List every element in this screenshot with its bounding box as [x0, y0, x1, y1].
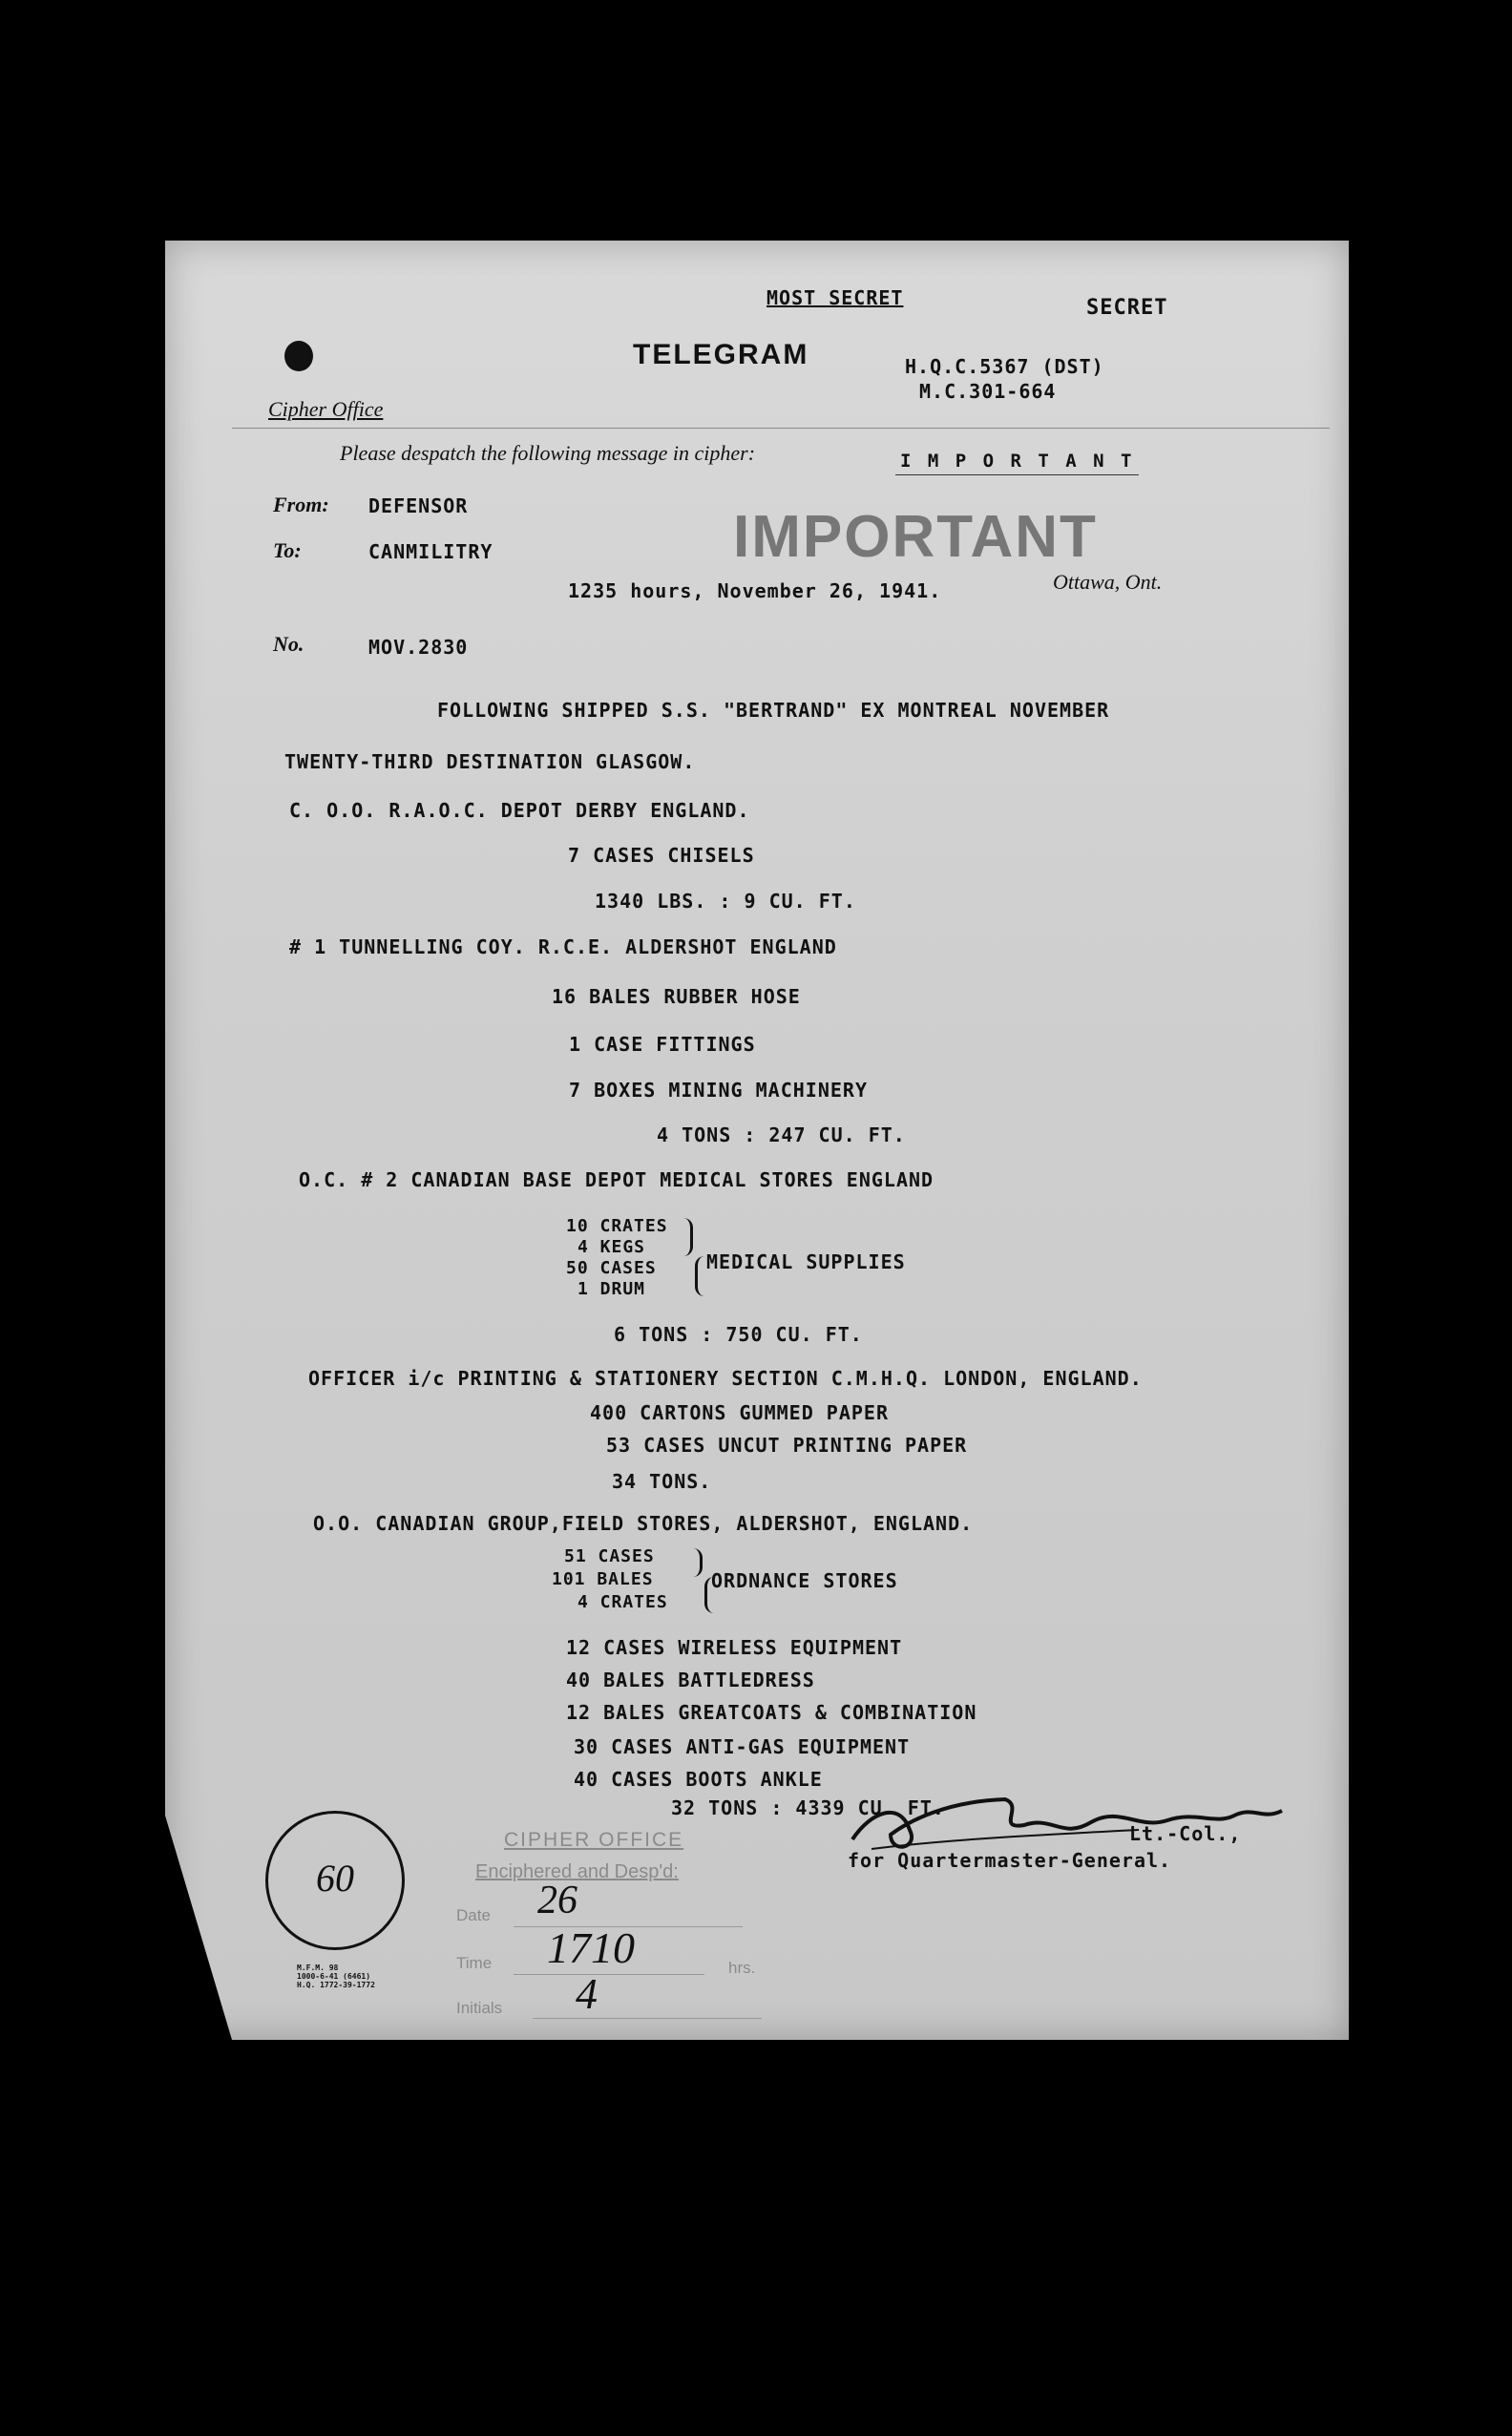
important-typed: I M P O R T A N T: [900, 451, 1135, 472]
ink-blot: [284, 341, 313, 371]
signature: [833, 1782, 1425, 1858]
body-line: 40 CASES BOOTS ANKLE: [574, 1768, 823, 1791]
medical-item: 4 KEGS: [578, 1237, 646, 1257]
from-label: From:: [273, 493, 329, 516]
number-label: No.: [273, 632, 304, 656]
body-line: 7 BOXES MINING MACHINERY: [569, 1079, 868, 1102]
body-line: FOLLOWING SHIPPED S.S. "BERTRAND" EX MONTREAL NOVEMBER: [437, 699, 1110, 722]
initials-label: Initials: [456, 1999, 503, 2017]
body-line: 16 BALES RUBBER HOSE: [552, 985, 801, 1008]
folio-stamp: [265, 1811, 405, 1950]
body-line: 53 CASES UNCUT PRINTING PAPER: [606, 1434, 968, 1457]
initials-line: [533, 2018, 762, 2019]
reference-1: H.Q.C.5367 (DST): [905, 355, 1104, 378]
medical-label: MEDICAL SUPPLIES: [706, 1250, 906, 1273]
body-line: O.O. CANADIAN GROUP,FIELD STORES, ALDERSHOT, ENGLAND.: [313, 1512, 974, 1535]
cipher-office-box: CIPHER OFFICE: [504, 1829, 684, 1851]
medical-item: 1 DRUM: [578, 1279, 646, 1299]
body-line: 30 CASES ANTI-GAS EQUIPMENT: [574, 1735, 911, 1758]
ordnance-item: 51 CASES: [564, 1546, 655, 1566]
despatch-note: Please despatch the following message in cipher:: [340, 441, 756, 465]
body-line: 6 TONS : 750 CU. FT.: [614, 1323, 863, 1346]
body-line: 7 CASES CHISELS: [568, 844, 755, 867]
from-value: DEFENSOR: [368, 494, 469, 517]
place: Ottawa, Ont.: [1053, 570, 1163, 594]
important-underline: [895, 474, 1139, 475]
body-line: 32 TONS : 4339 CU. FT.: [671, 1796, 945, 1819]
body-line: 4 TONS : 247 CU. FT.: [657, 1124, 906, 1146]
time-line: [514, 1974, 704, 1975]
body-line: 1340 LBS. : 9 CU. FT.: [595, 890, 856, 913]
time-label: Time: [456, 1954, 493, 1972]
folio-number: 60: [316, 1857, 354, 1900]
body-line: 1 CASE FITTINGS: [569, 1033, 756, 1056]
telegram-page: [165, 241, 1349, 2040]
initials-value: 4: [576, 1969, 598, 2018]
brace: [681, 1218, 693, 1256]
hrs-label: hrs.: [728, 1959, 756, 1977]
secret-label: SECRET: [1086, 296, 1168, 320]
time-value: 1710: [547, 1923, 635, 1972]
date-label: Date: [456, 1906, 491, 1924]
body-line: 34 TONS.: [612, 1470, 712, 1493]
body-line: 12 CASES WIRELESS EQUIPMENT: [566, 1636, 903, 1659]
ordnance-item: 4 CRATES: [578, 1592, 668, 1612]
header-divider: [232, 428, 1330, 429]
brace: [690, 1548, 703, 1577]
important-stamp: IMPORTANT: [733, 504, 1098, 570]
enciphered-label: Enciphered and Desp'd:: [475, 1861, 679, 1882]
message-number: MOV.2830: [368, 636, 469, 659]
body-line: O.C. # 2 CANADIAN BASE DEPOT MEDICAL STORES ENGLAND: [299, 1168, 934, 1191]
for-qmg: for Quartermaster-General.: [848, 1849, 1172, 1872]
torn-corner: [165, 1816, 280, 2040]
ordnance-item: 101 BALES: [552, 1569, 654, 1589]
medical-item: 50 CASES: [566, 1258, 657, 1278]
to-label: To:: [273, 538, 302, 562]
to-value: CANMILITRY: [368, 540, 494, 563]
faint-stamp: [498, 460, 513, 504]
body-line: 400 CARTONS GUMMED PAPER: [590, 1401, 889, 1424]
form-print: M.F.M. 98 1000-6-41 (6461) H.Q. 1772-39-1772: [297, 1964, 375, 1989]
telegram-title: TELEGRAM: [633, 339, 809, 370]
rank: Lt.-Col.,: [1129, 1822, 1242, 1845]
reference-2: M.C.301-664: [919, 380, 1057, 403]
body-line: TWENTY-THIRD DESTINATION GLASGOW.: [284, 750, 696, 773]
cipher-office-label: Cipher Office: [268, 397, 384, 421]
body-line: 12 BALES GREATCOATS & COMBINATION: [566, 1701, 977, 1724]
medical-item: 10 CRATES: [566, 1216, 668, 1236]
body-line: 40 BALES BATTLEDRESS: [566, 1669, 815, 1691]
body-line: C. O.O. R.A.O.C. DEPOT DERBY ENGLAND.: [289, 799, 750, 822]
date-time: 1235 hours, November 26, 1941.: [568, 579, 942, 602]
most-secret-label: MOST SECRET: [766, 286, 904, 309]
body-line: OFFICER i/c PRINTING & STATIONERY SECTION C.M.H.Q. LONDON, ENGLAND.: [308, 1367, 1143, 1390]
body-line: # 1 TUNNELLING COY. R.C.E. ALDERSHOT ENGLAND: [289, 935, 837, 958]
date-value: 26: [537, 1879, 578, 1922]
ordnance-label: ORDNANCE STORES: [711, 1569, 898, 1592]
